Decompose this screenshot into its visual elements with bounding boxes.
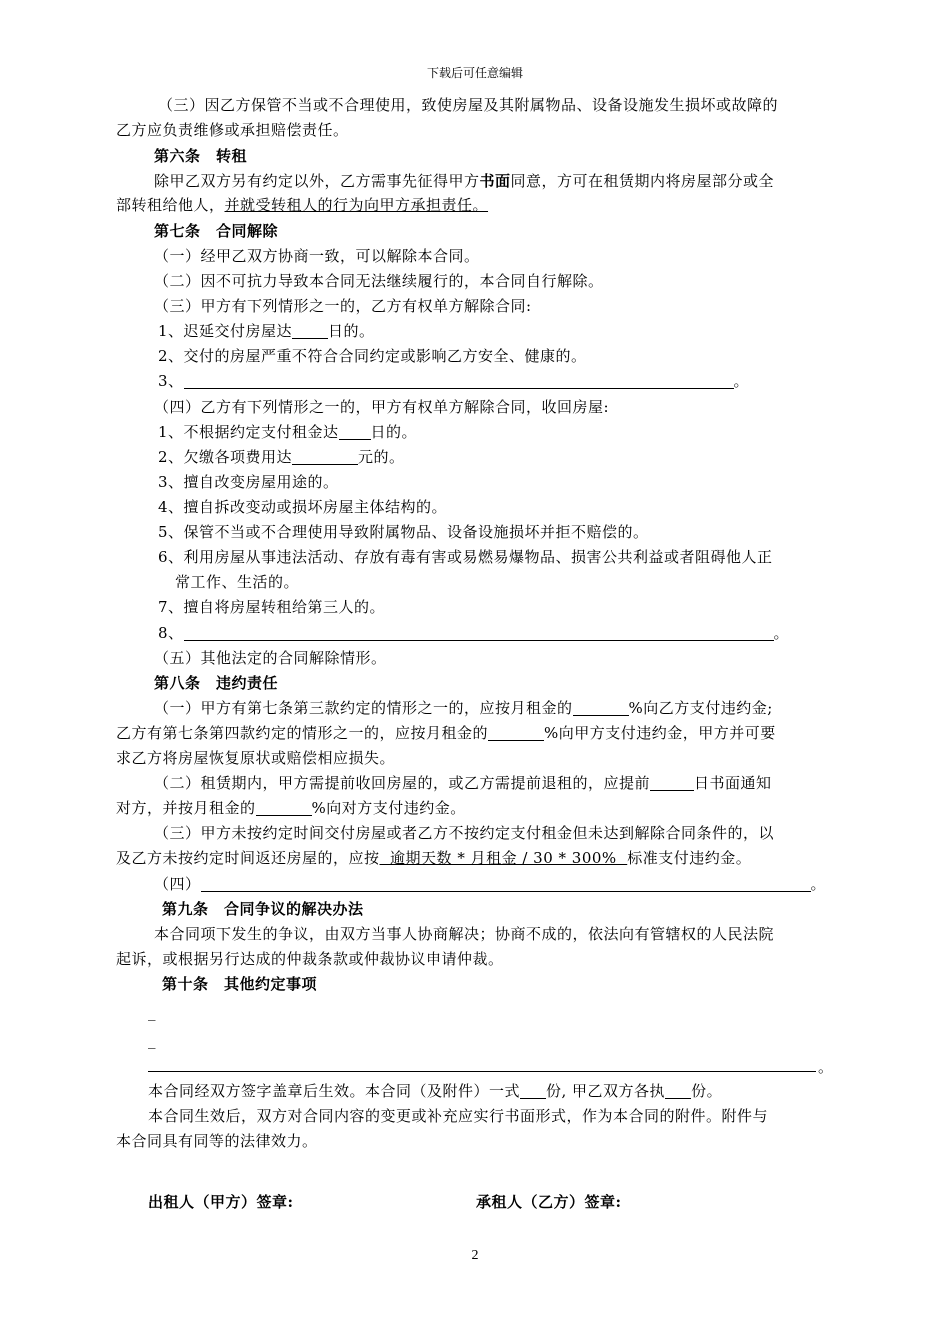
text-span: 2、欠缴各项费用达 (158, 448, 293, 466)
text-span: 8、 (158, 624, 184, 642)
fill-blank (148, 1071, 816, 1072)
text-span: （四） (154, 875, 201, 893)
text-span: 日的。 (328, 322, 375, 340)
text-span: 日书面通知 (694, 774, 772, 792)
paragraph-line (116, 722, 776, 744)
paragraph-line: 本合同项下发生的争议，由双方当事人协商解决；协商不成的，依法向有管辖权的人民法院 (154, 925, 775, 943)
paragraph-line (154, 170, 774, 192)
paragraph-line (158, 320, 375, 342)
fill-blank (292, 322, 328, 339)
paragraph-line: （四）乙方有下列情形之一的，甲方有权单方解除合同，收回房屋: (154, 398, 610, 416)
text-span: 元的。 (358, 448, 405, 466)
paragraph-line: （三）甲方未按约定时间交付房屋或者乙方不按约定支付租金但未达到解除合同条件的，以 (154, 824, 775, 842)
paragraph-line: _ (148, 1031, 156, 1049)
paragraph-line: 本合同具有同等的法律效力。 (116, 1132, 318, 1150)
fill-blank (665, 1082, 691, 1099)
paragraph-line: （五）其他法定的合同解除情形。 (154, 649, 387, 667)
paragraph-line: 7、擅自将房屋转租给第三人的。 (158, 598, 386, 616)
fill-blank (201, 875, 811, 892)
fill-blank (520, 1082, 546, 1099)
paragraph-line: 6、利用房屋从事违法活动、存放有毒有害或易燃易爆物品、损害公共利益或者阻碍他人正 (158, 548, 773, 566)
text-span: 3、 (158, 372, 184, 390)
text-span: 本合同经双方签字盖章后生效。本合同（及附件）一式 (148, 1082, 521, 1100)
text-span: %向甲方支付违约金，甲方并可要 (544, 724, 776, 742)
fill-blank (292, 448, 358, 465)
paragraph-line: 起诉，或根据另行达成的仲裁条款或仲裁协议申请仲裁。 (116, 950, 504, 968)
text-span: 1、不根据约定支付租金达 (158, 423, 339, 441)
paragraph-line: （三）甲方有下列情形之一的，乙方有权单方解除合同: (154, 297, 532, 315)
article-10-title: 第十条 其他约定事项 (162, 975, 318, 993)
text-span: 对方，并按月租金的 (116, 799, 256, 817)
paragraph-line: （一）经甲乙双方协商一致，可以解除本合同。 (154, 247, 480, 265)
paragraph-line: 5、保管不当或不合理使用导致附属物品、设备设施损坏并拒不赔偿的。 (158, 523, 649, 541)
paragraph-line: 4、擅自拆改变动或损坏房屋主体结构的。 (158, 498, 448, 516)
text-span: %向乙方支付违约金; (628, 699, 773, 717)
text-span: （二）租赁期内，甲方需提前收回房屋的，或乙方需提前退租的，应提前 (154, 774, 651, 792)
fill-blank (256, 799, 312, 816)
text-span: 份。 (691, 1082, 723, 1100)
text-span: 份, 甲乙双方各执 (546, 1082, 666, 1100)
article-6-title: 第六条 转租 (154, 147, 248, 165)
page-number: 2 (471, 1248, 479, 1263)
lessee-signature-label: 承租人（乙方）签章: (476, 1193, 622, 1211)
text-span: %向对方支付违约金。 (311, 799, 466, 817)
article-7-title: 第七条 合同解除 (154, 222, 279, 240)
text-span: 。 (810, 875, 827, 893)
fill-blank (573, 699, 629, 716)
paragraph-line: （三）因乙方保管不当或不合理使用，致使房屋及其附属物品、设备设施发生损坏或故障的 (158, 96, 779, 114)
fill-blank (184, 624, 774, 641)
article-9-title: 第九条 合同争议的解决办法 (162, 900, 364, 918)
paragraph-line: 求乙方将房屋恢复原状或赔偿相应损失。 (116, 749, 396, 767)
fill-blank (650, 774, 694, 791)
text-span: 。 (773, 624, 790, 642)
paragraph-line (158, 622, 789, 644)
paragraph-line: 乙方应负责维修或承担赔偿责任。 (116, 121, 349, 139)
text-span: 。 (733, 372, 750, 390)
bold-text: 书面 (479, 172, 511, 190)
paragraph-line (158, 421, 417, 443)
text-span: 除甲乙双方另有约定以外，乙方需事先征得甲方 (154, 172, 480, 190)
underlined-text: 并就受转租人的行为向甲方承担责任。 (224, 196, 489, 214)
text-span: 1、迟延交付房屋达 (158, 322, 293, 340)
paragraph-line (116, 847, 751, 869)
text-span: 日的。 (370, 423, 418, 441)
text-span: 部转租给他人， (116, 196, 225, 214)
paragraph-line: 本合同生效后，双方对合同内容的变更或补充应实行书面形式，作为本合同的附件。附件与 (148, 1107, 769, 1125)
paragraph-line (116, 797, 466, 819)
text-span: （一）甲方有第七条第三款约定的情形之一的，应按月租金的 (154, 699, 573, 717)
paragraph-line (158, 370, 749, 392)
underlined-formula: 逾期天数 * 月租金 / 30 * 300% (379, 849, 628, 867)
paragraph-line: 。 (818, 1058, 834, 1076)
page-header: 下载后可任意编辑 (426, 66, 523, 80)
paragraph-line: 常工作、生活的。 (175, 573, 300, 591)
paragraph-line (148, 1080, 722, 1102)
fill-blank (488, 724, 544, 741)
paragraph-line: _ (148, 1003, 156, 1021)
text-span: 乙方有第七条第四款约定的情形之一的，应按月租金的 (116, 724, 489, 742)
text-span: 同意，方可在租赁期内将房屋部分或全 (510, 172, 775, 190)
paragraph-line: （二）因不可抗力导致本合同无法继续履行的，本合同自行解除。 (154, 272, 604, 290)
paragraph-line (154, 697, 773, 719)
paragraph-line: 3、擅自改变房屋用途的。 (158, 473, 339, 491)
paragraph-line (158, 446, 405, 468)
paragraph-line (154, 873, 826, 895)
text-span: 及乙方未按约定时间返还房屋的，应按 (116, 849, 380, 867)
lessor-signature-label: 出租人（甲方）签章: (148, 1193, 294, 1211)
fill-blank (184, 372, 734, 389)
paragraph-line (116, 194, 488, 216)
article-8-title: 第八条 违约责任 (154, 674, 279, 692)
paragraph-line (154, 772, 772, 794)
text-span: 标准支付违约金。 (627, 849, 752, 867)
fill-blank (339, 423, 371, 440)
paragraph-line: 2、交付的房屋严重不符合合同约定或影响乙方安全、健康的。 (158, 347, 587, 365)
